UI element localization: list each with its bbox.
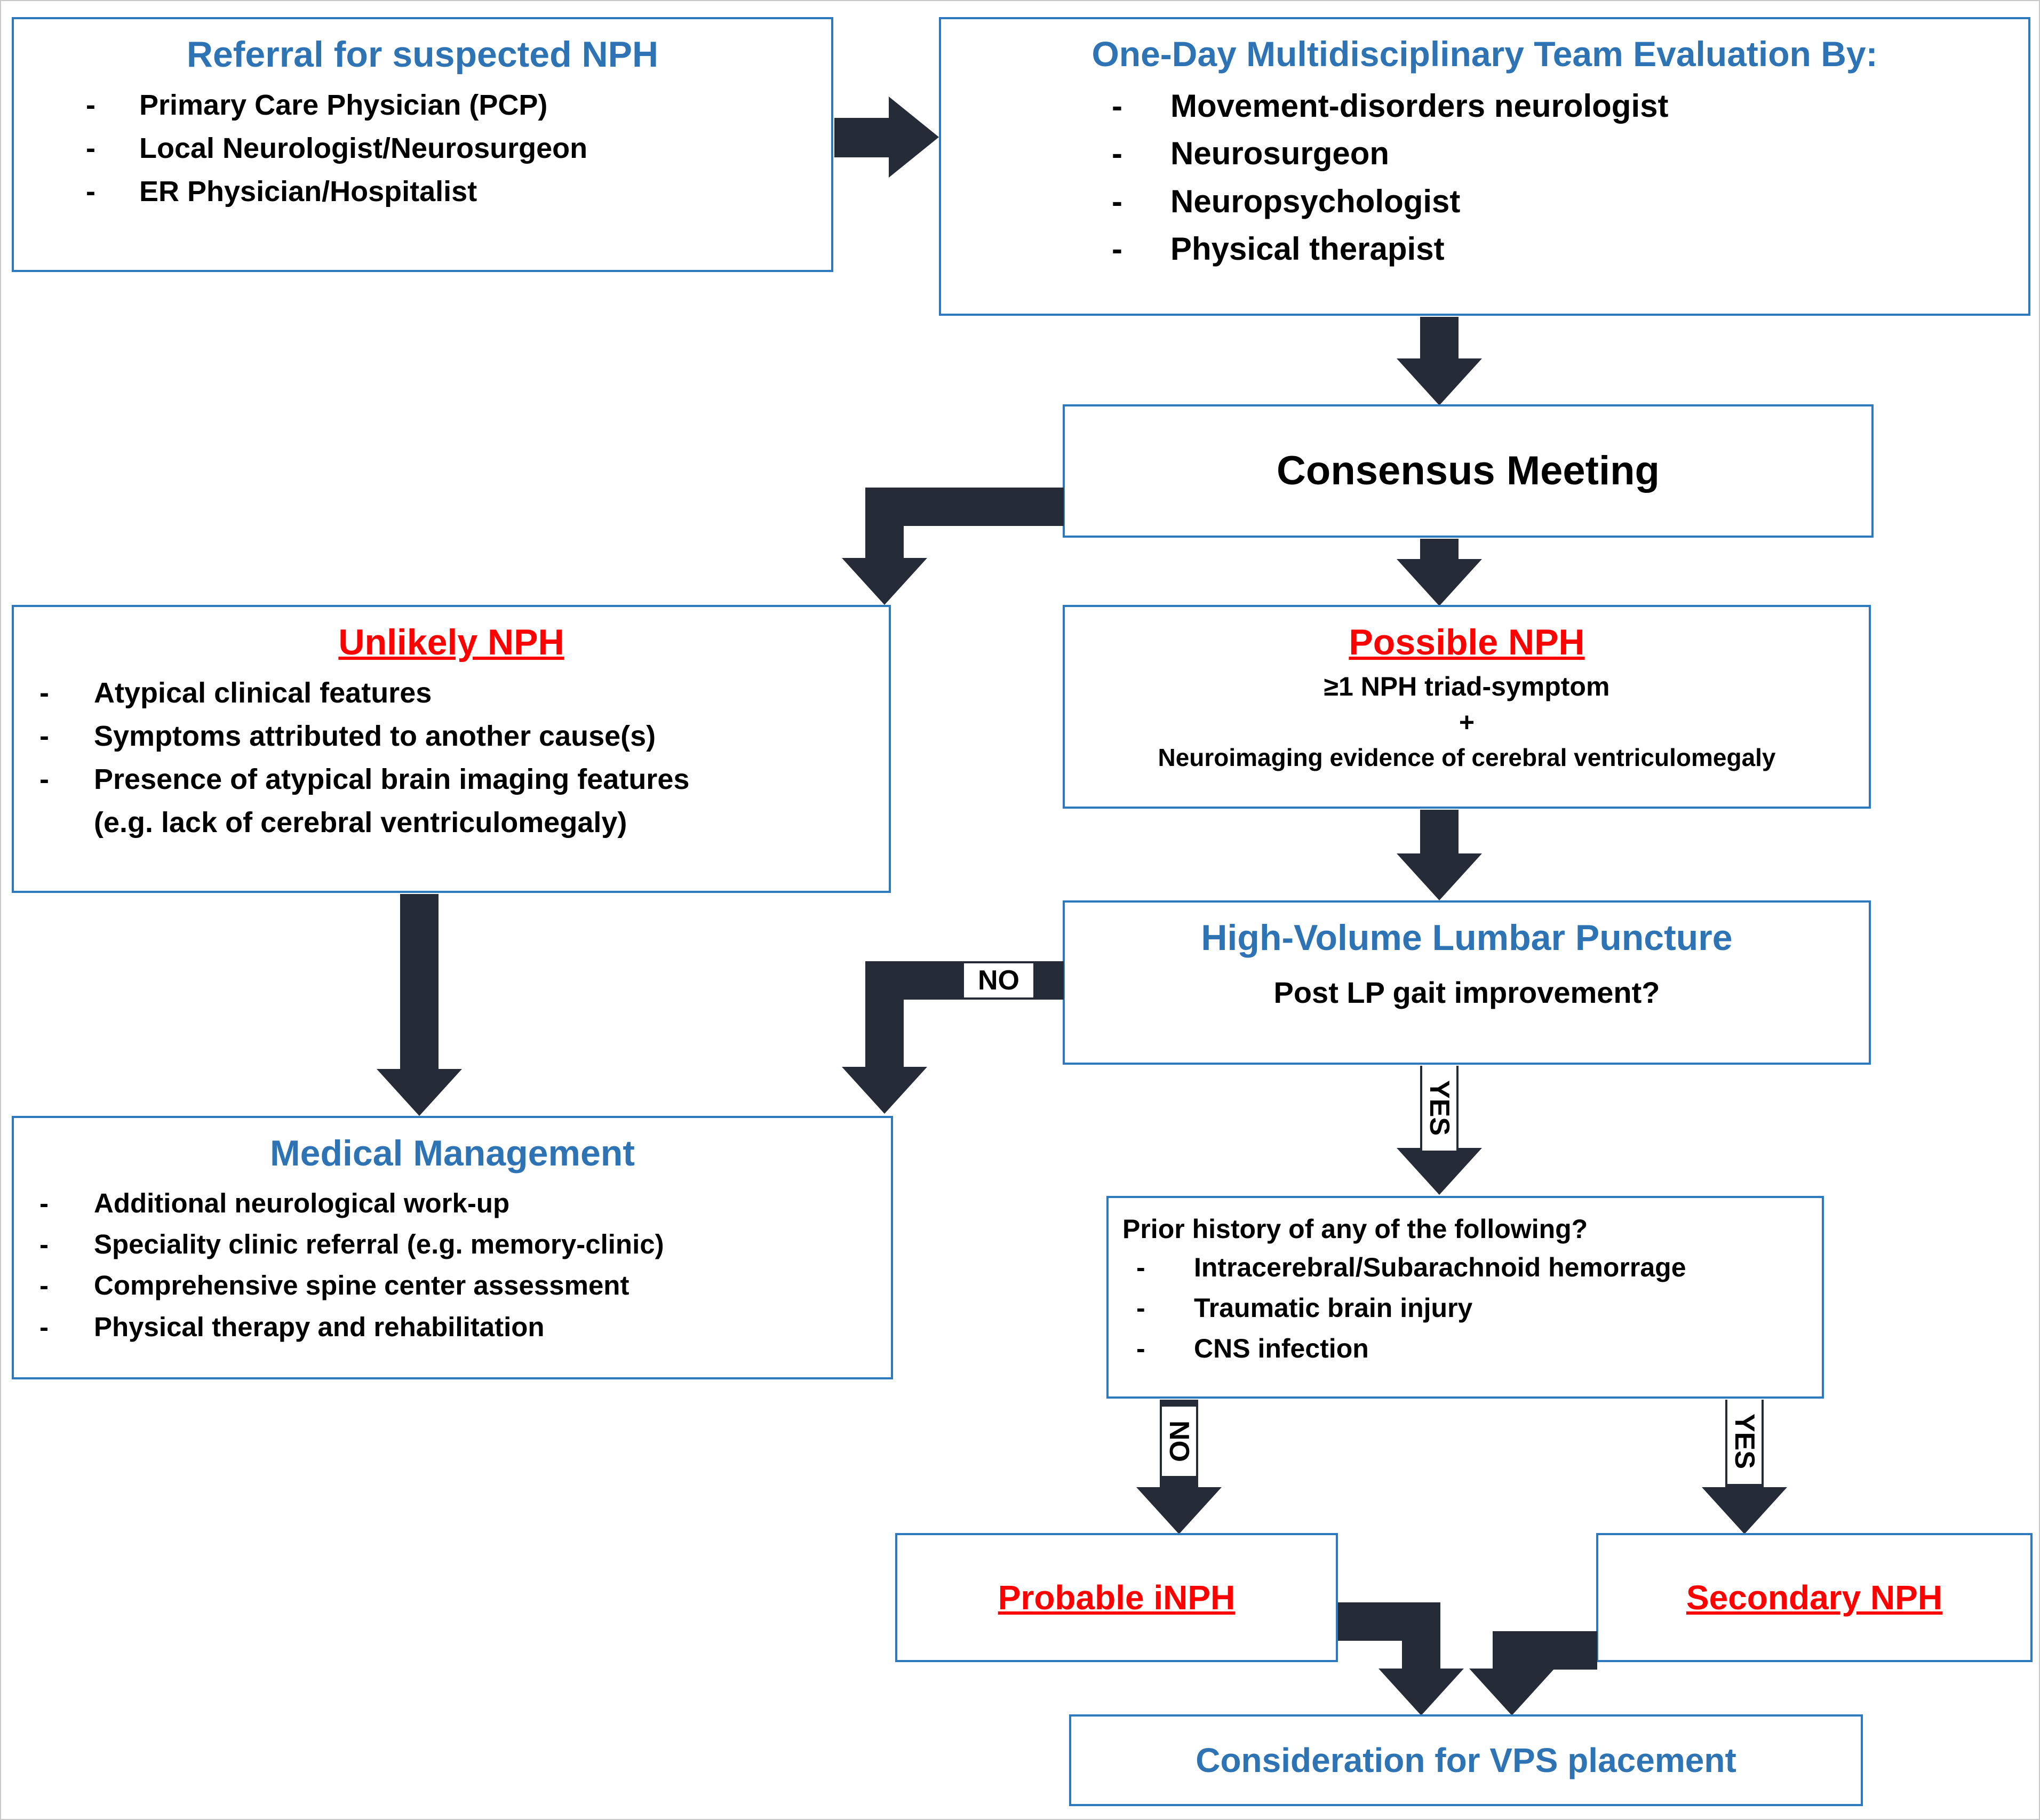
list-item: - Local Neurologist/Neurosurgeon — [14, 130, 831, 167]
arrow-secondary-to-vps-vshaft — [1493, 1631, 1531, 1671]
referral-title: Referral for suspected NPH — [186, 34, 659, 75]
team-list — [941, 85, 2028, 270]
arrow-consensus-to-unlikely-head — [842, 558, 927, 605]
arrow-lumbar-yes-head — [1397, 1148, 1482, 1195]
medical-box — [12, 1116, 893, 1379]
lumbar-question: Post LP gait improvement? — [1273, 975, 1660, 1009]
unlikely-list — [14, 674, 889, 842]
secondary-nph-box — [1596, 1533, 2033, 1662]
referral-list — [14, 86, 831, 211]
arrow-team-to-consensus-shaft — [1420, 317, 1459, 362]
label-yes-prior: YES — [1727, 1399, 1762, 1484]
list-item: - Speciality clinic referral (e.g. memory-clinic) — [14, 1226, 891, 1262]
arrow-unlikely-to-medical-shaft — [400, 894, 439, 1071]
list-item-note: (e.g. lack of cerebral ventriculomegaly) — [94, 807, 627, 839]
arrow-referral-to-team-head — [889, 97, 939, 178]
team-box — [939, 17, 2030, 316]
label-no-lumbar: NO — [964, 963, 1033, 997]
possible-title: Possible NPH — [1349, 622, 1585, 662]
list-item: - Atypical clinical features — [14, 674, 889, 712]
list-item: - Additional neurological work-up — [14, 1185, 891, 1221]
list-item: - Neuropsychologist — [941, 180, 2028, 222]
arrow-lumbar-no-head — [842, 1067, 927, 1114]
arrow-team-to-consensus-head — [1397, 358, 1482, 405]
list-item: - CNS infection — [1109, 1331, 1822, 1366]
possible-line1: ≥1 NPH triad-symptom — [1324, 671, 1610, 701]
list-item: - Physical therapist — [941, 228, 2028, 270]
arrow-prior-yes-head — [1702, 1487, 1787, 1534]
arrow-possible-to-lumbar-shaft — [1420, 810, 1459, 856]
team-title: One-Day Multidisciplinary Team Evaluation By: — [1091, 34, 1878, 74]
label-no-prior: NO — [1162, 1407, 1196, 1476]
list-item: - Intracerebral/Subarachnoid hemorrage — [1109, 1250, 1822, 1285]
list-item: - Symptoms attributed to another cause(s) — [14, 717, 889, 755]
list-item: - Movement-disorders neurologist — [941, 85, 2028, 127]
label-yes-lumbar: YES — [1422, 1065, 1456, 1151]
possible-line3: Neuroimaging evidence of cerebral ventriculomegaly — [1158, 743, 1776, 771]
arrow-lumbar-no-vshaft — [865, 961, 904, 1069]
arrow-probable-to-vps-vshaft — [1402, 1602, 1440, 1671]
list-item: - ER Physician/Hospitalist — [14, 173, 831, 211]
lumbar-title: High-Volume Lumbar Puncture — [1201, 917, 1733, 958]
probable-inph-box — [895, 1533, 1338, 1662]
unlikely-title: Unlikely NPH — [338, 622, 564, 662]
arrow-unlikely-to-medical-head — [377, 1069, 462, 1116]
consensus-title: Consensus Meeting — [1277, 448, 1660, 494]
arrow-possible-to-lumbar-head — [1397, 853, 1482, 900]
arrow-probable-to-vps-head — [1378, 1669, 1464, 1715]
vps-title: Consideration for VPS placement — [1196, 1741, 1736, 1779]
list-item: - Neurosurgeon — [941, 132, 2028, 174]
probable-inph-title: Probable iNPH — [998, 1578, 1236, 1617]
prior-history-title: Prior history of any of the following? — [1122, 1214, 1588, 1244]
arrow-consensus-to-unlikely-vshaft — [865, 488, 904, 560]
list-item: - Traumatic brain injury — [1109, 1290, 1822, 1326]
possible-plus: + — [1459, 707, 1475, 738]
list-item: - Comprehensive spine center assessment — [14, 1267, 891, 1303]
unlikely-box — [12, 605, 891, 893]
vps-box — [1069, 1714, 1863, 1806]
prior-history-list — [1109, 1250, 1822, 1366]
prior-history-box — [1106, 1196, 1824, 1399]
medical-title: Medical Management — [270, 1133, 635, 1174]
secondary-nph-title: Secondary NPH — [1686, 1578, 1943, 1617]
list-item: - Physical therapy and rehabilitation — [14, 1309, 891, 1345]
arrow-secondary-to-vps-head — [1469, 1669, 1555, 1715]
referral-box — [12, 17, 833, 272]
arrow-consensus-to-possible-head — [1397, 559, 1482, 606]
lumbar-box — [1063, 900, 1871, 1065]
arrow-prior-no-head — [1136, 1487, 1222, 1534]
arrow-referral-to-team-shaft — [834, 118, 890, 157]
medical-list — [14, 1185, 891, 1345]
consensus-box — [1063, 404, 1874, 538]
list-item: - Presence of atypical brain imaging features — [14, 761, 889, 799]
list-item: - Primary Care Physician (PCP) — [14, 86, 831, 124]
possible-box — [1063, 605, 1871, 809]
